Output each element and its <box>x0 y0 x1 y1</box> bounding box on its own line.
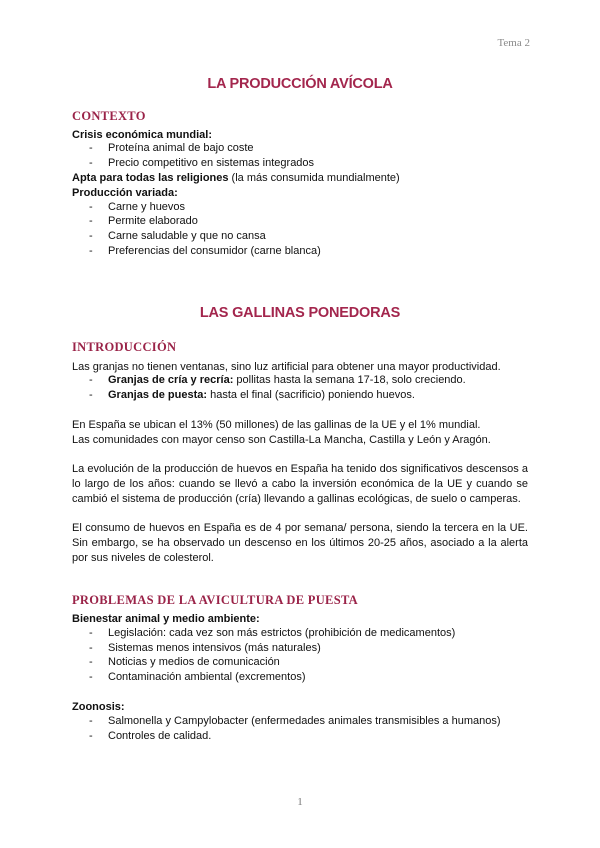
section-heading-contexto: CONTEXTO <box>72 109 146 123</box>
bienestar-label: Bienestar animal y medio ambiente: <box>72 613 260 625</box>
section-heading-introduccion: INTRODUCCIÓN <box>72 340 177 354</box>
page-number: 1 <box>297 796 303 808</box>
produccion-label: Producción variada: <box>72 187 178 199</box>
consumo-paragraph: El consumo de huevos en España es de 4 por semana/ persona, siendo la tercera en la UE. Sin embargo, se ha observado un descenso en los últimos 20-25 años, asociado a la alerta por sus niveles de colesterol. <box>72 522 528 564</box>
main-title: LA PRODUCCIÓN AVÍCOLA <box>207 76 393 92</box>
evolucion-paragraph: La evolución de la producción de huevos en España ha tenido dos significativos descensos a lo largo de los años: cuando se llevó a cabo la inversión económica de la UE y cuando se cambió el sistema de producción (cría) llevando a gallinas ecológicas, de suelo o camperas. <box>72 463 528 505</box>
crisis-label: Crisis económica mundial: <box>72 129 212 141</box>
second-title: LAS GALLINAS PONEDORAS <box>199 305 401 321</box>
espana-line-1: En España se ubican el 13% (50 millones) de las gallinas de la UE y el 1% mundial. <box>72 419 481 431</box>
section-heading-problemas: PROBLEMAS DE LA AVICULTURA DE PUESTA <box>72 593 358 607</box>
intro-line: Las granjas no tienen ventanas, sino luz artificial para obtener una mayor productividad. <box>72 361 501 373</box>
header-topic: Tema 2 <box>497 37 530 49</box>
espana-line-2: Las comunidades con mayor censo son Castilla-La Mancha, Castilla y León y Aragón. <box>72 434 491 446</box>
zoonosis-label: Zoonosis: <box>72 701 125 713</box>
religion-line: Apta para todas las religiones (la más consumida mundialmente) <box>72 172 400 184</box>
